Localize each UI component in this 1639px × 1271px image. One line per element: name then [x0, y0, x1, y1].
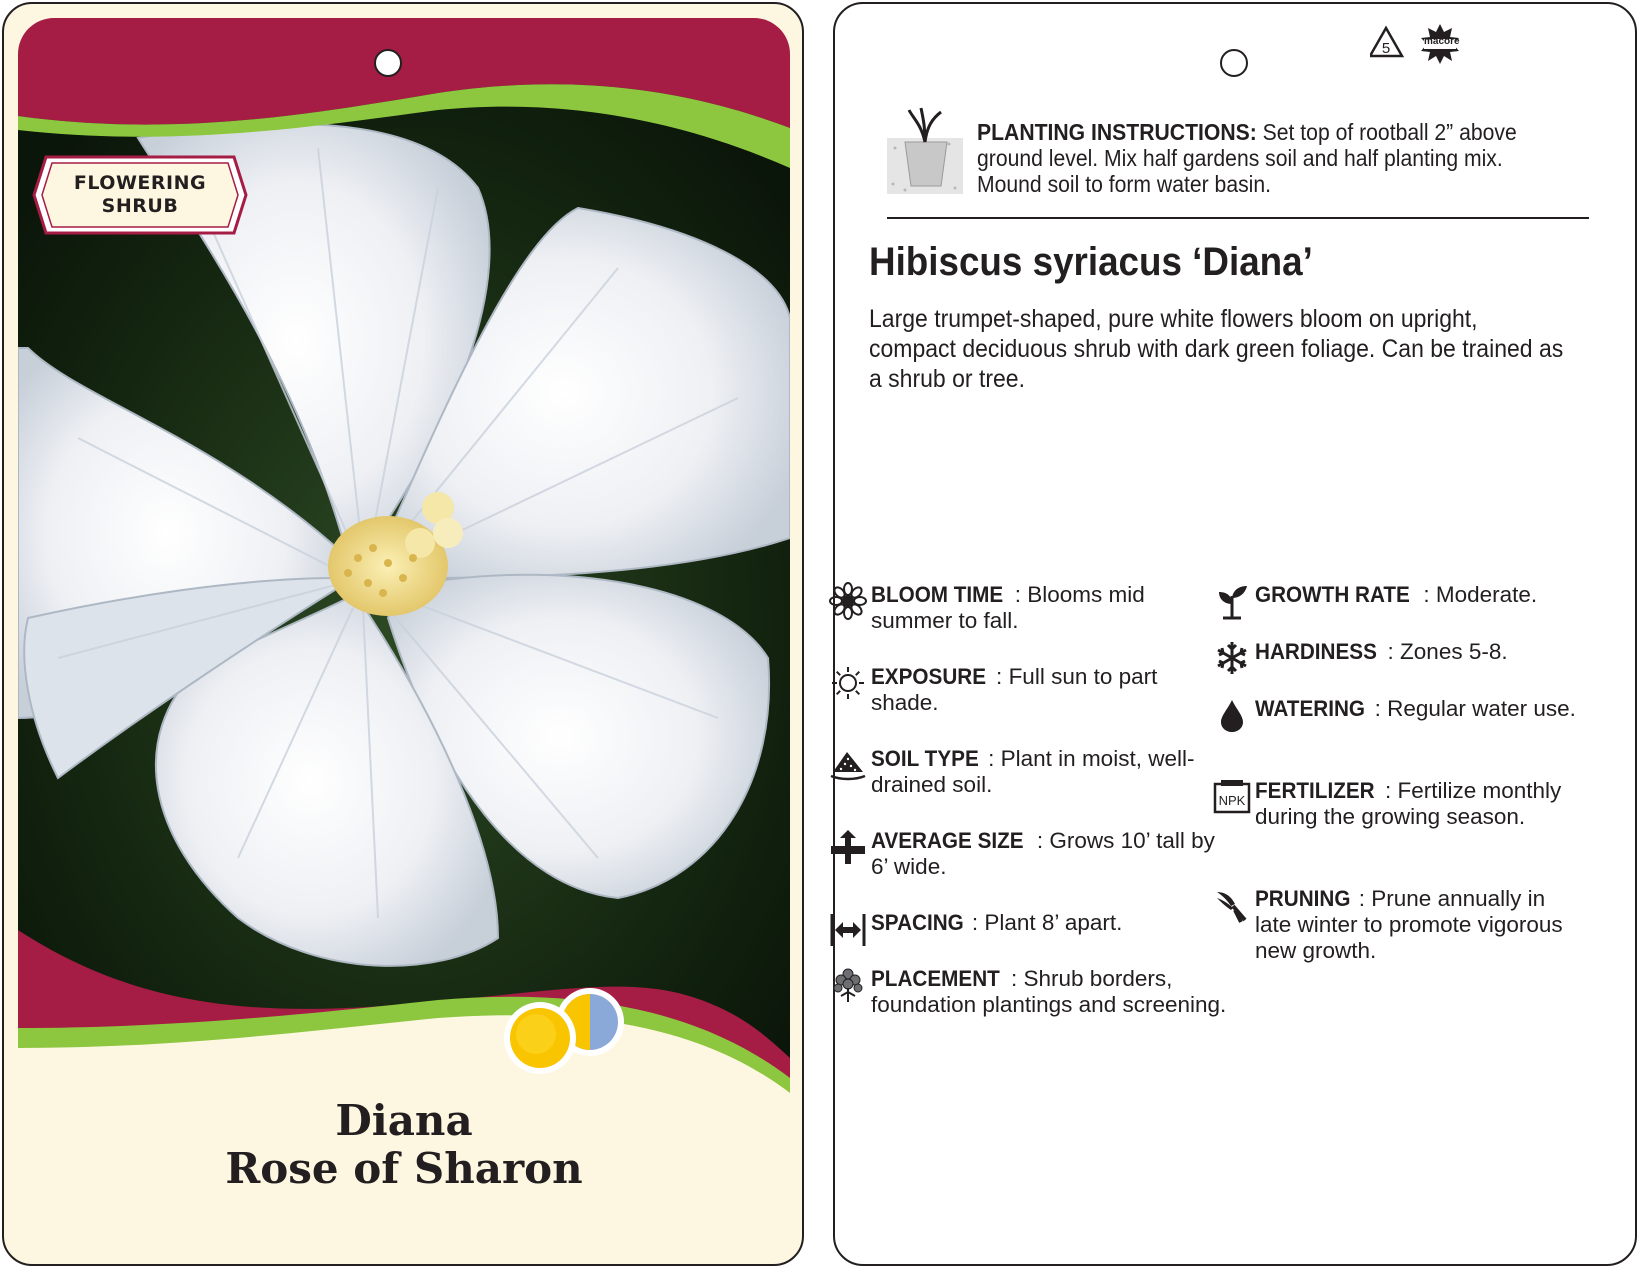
sun-icon: [829, 664, 867, 702]
badge-line-1: FLOWERING: [73, 172, 207, 194]
attribute-fertilizer: NPK FERTILIZER : Fertilize monthly during the growing season.: [1255, 778, 1585, 830]
botanical-name: Hibiscus syriacus ‘Diana’: [869, 240, 1313, 284]
attribute-value: Prune annually in late winter to promote vigorous new growth.: [1255, 886, 1563, 963]
attribute-value: Full sun to part shade.: [871, 664, 1158, 715]
svg-text:NPK: NPK: [1218, 793, 1246, 808]
attribute-placement: PLACEMENT : Shrub borders, foundation plantings and screening.: [871, 966, 1231, 1018]
size-arrows-icon: [829, 828, 867, 866]
attribute-label: HARDINESS: [1255, 639, 1377, 664]
soil-icon: [829, 746, 867, 784]
recycle-triangle-icon: [1370, 28, 1402, 57]
common-name-line-2: Rose of Sharon: [225, 1144, 583, 1193]
attribute-value: Blooms mid summer to fall.: [871, 582, 1145, 633]
attribute-label: SPACING: [871, 910, 964, 935]
pruners-icon: [1213, 886, 1251, 924]
hang-hole: [1220, 49, 1248, 77]
placement-icon: [829, 966, 867, 1004]
planting-instructions-label: PLANTING INSTRUCTIONS:: [977, 119, 1257, 145]
attribute-pruning: PRUNING : Prune annually in late winter to promote vigorous new growth.: [1255, 886, 1585, 964]
attribute-label: PRUNING: [1255, 886, 1351, 911]
attribute-label: PLACEMENT: [871, 966, 1000, 991]
npk-icon: [1213, 778, 1251, 816]
attribute-label: FERTILIZER: [1255, 778, 1375, 803]
brand-logo-text: macore: [1424, 36, 1460, 47]
attribute-value: Regular water use.: [1387, 696, 1576, 721]
divider: [887, 217, 1589, 219]
attribute-value: Moderate.: [1435, 582, 1538, 607]
attribute-label: AVERAGE SIZE: [871, 828, 1024, 853]
attribute-bloom-time: BLOOM TIME : Blooms mid summer to fall.: [871, 582, 1231, 634]
spacing-icon: [829, 910, 867, 948]
attribute-value: Grows 10’ tall by 6’ wide.: [871, 828, 1215, 879]
exposure-icons: [502, 986, 634, 1076]
attribute-soil-type: SOIL TYPE : Plant in moist, well-drained soil.: [871, 746, 1231, 798]
badge-line-2: SHRUB: [101, 195, 179, 217]
front-tag-card: [2, 2, 804, 1266]
attribute-average-size: AVERAGE SIZE : Grows 10’ tall by 6’ wide.: [871, 828, 1231, 880]
attribute-hardiness: HARDINESS : Zones 5-8.: [1255, 639, 1585, 665]
water-drop-icon: [1213, 696, 1251, 734]
planting-instructions-text: Set top of rootball 2” above ground level. Mix half gardens soil and half planting mix. Mound soil to form water basin.: [977, 119, 1517, 197]
attribute-value: Shrub borders, foundation plantings and screening.: [871, 966, 1227, 1017]
hang-hole: [374, 49, 402, 77]
sprout-icon: [1213, 582, 1251, 620]
attribute-label: GROWTH RATE: [1255, 582, 1410, 607]
attribute-spacing: SPACING : Plant 8’ apart.: [871, 910, 1231, 936]
attribute-value: Plant in moist, well-drained soil.: [871, 746, 1195, 797]
back-tag-card: [833, 2, 1637, 1266]
attribute-label: BLOOM TIME: [871, 582, 1004, 607]
flower-icon: [829, 582, 867, 620]
attribute-value: Fertilize monthly during the growing season.: [1255, 778, 1562, 829]
badge-label: [32, 172, 248, 218]
recycle-number: 5: [1381, 40, 1391, 57]
attribute-growth-rate: GROWTH RATE : Moderate.: [1255, 582, 1585, 608]
attribute-watering: WATERING : Regular water use.: [1255, 696, 1585, 722]
common-name-line-1: Diana: [335, 1096, 473, 1145]
attribute-label: WATERING: [1255, 696, 1366, 721]
full-sun-icon: [504, 1002, 576, 1074]
attribute-value: Zones 5-8.: [1400, 639, 1508, 664]
category-badge: [32, 155, 248, 235]
attribute-value: Plant 8’ apart.: [984, 910, 1123, 935]
planting-instructions: [977, 119, 1529, 197]
snowflake-icon: [1213, 639, 1251, 677]
attribute-label: EXPOSURE: [871, 664, 987, 689]
planting-pot-icon: [885, 104, 965, 200]
attribute-label: SOIL TYPE: [871, 746, 979, 771]
plant-description: Large trumpet-shaped, pure white flowers bloom on upright, compact deciduous shrub with dark green foliage. Can be trained as a shrub or tree.: [869, 305, 1564, 393]
attribute-exposure: EXPOSURE : Full sun to part shade.: [871, 664, 1231, 716]
